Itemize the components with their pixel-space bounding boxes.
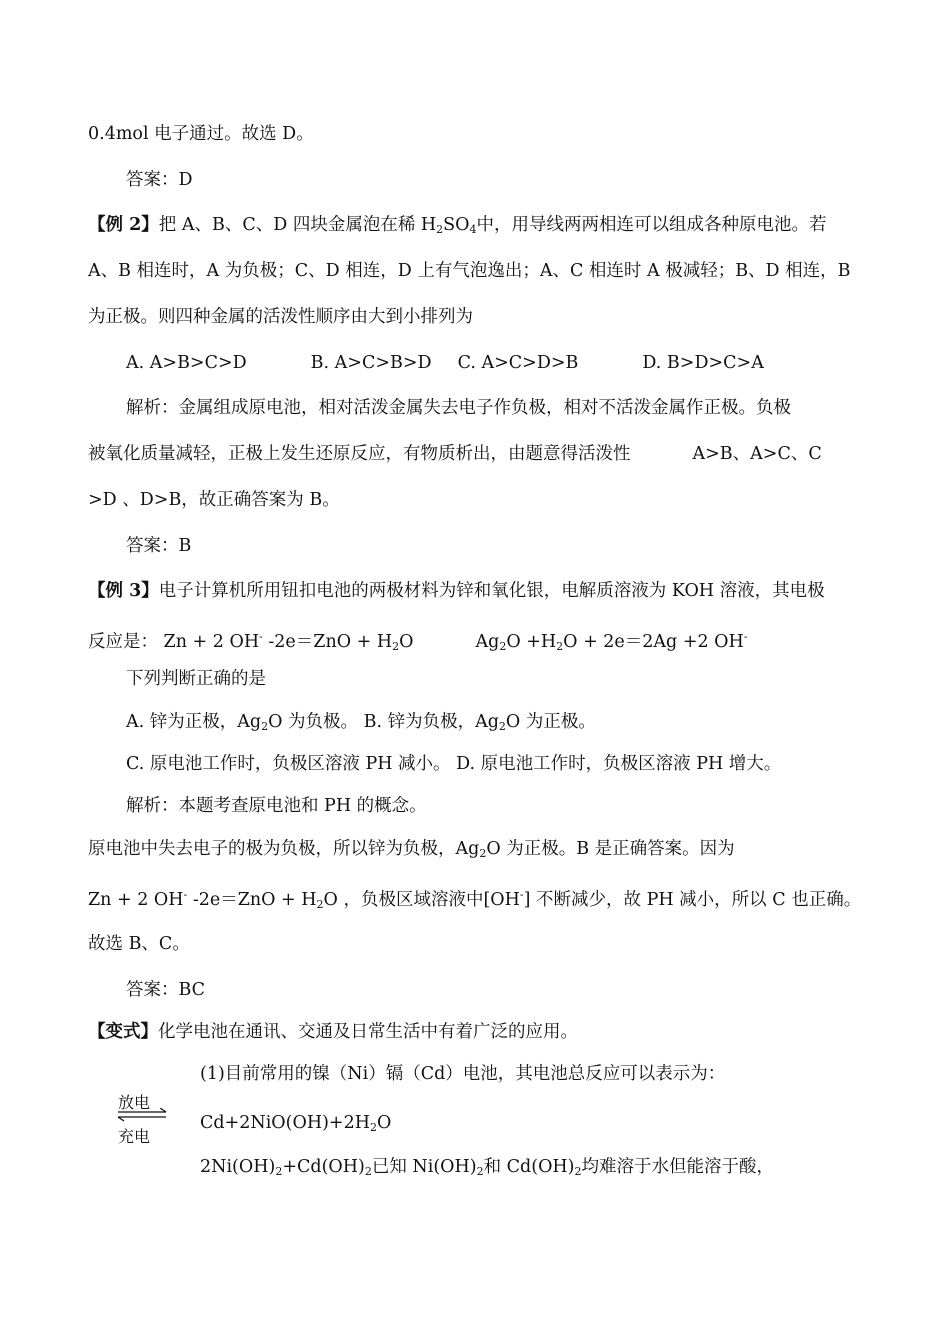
- text-line: [88, 442, 822, 466]
- text-span: SO: [443, 215, 470, 235]
- example-label: 【例 2】: [88, 215, 159, 235]
- text-line: [126, 667, 266, 691]
- text-line: [200, 1062, 725, 1086]
- text-span: A、B 相连时，A 为负极；C、D 相连，D 上有气泡逸出；A、C 相连时 A 极减轻；B、D 相连，B: [88, 261, 851, 281]
- text-span: O ，负极区域溶液中[OH: [323, 890, 520, 910]
- analysis-line: [126, 396, 791, 420]
- example-label: 【例 3】: [88, 581, 159, 601]
- variant-label: 【变式】: [88, 1022, 158, 1042]
- text-span: 和 Cd(OH): [483, 1157, 575, 1177]
- text-span: 被氧化质量减轻，正极上发生还原反应，有物质析出，由题意得活泼性: [88, 444, 631, 464]
- text-span: 解析：本题考查原电池和 PH 的概念。: [126, 796, 427, 816]
- text-span: (1)目前常用的镍（Ni）镉（Cd）电池，其电池总反应可以表示为：: [200, 1064, 726, 1084]
- text-span: A. 锌为正极，Ag: [126, 712, 262, 732]
- text-line: [88, 488, 340, 512]
- text-span: 答案：BC: [126, 980, 206, 1000]
- text-span: Zn + 2 OH: [88, 890, 184, 910]
- option-d: D. B>D>C>A: [642, 353, 764, 373]
- answer-line: [126, 534, 191, 558]
- text-span: 2Ni(OH): [200, 1157, 276, 1177]
- reversible-arrow: [116, 1090, 176, 1150]
- text-span: Cd+2NiO(OH)+2H: [200, 1113, 370, 1133]
- variant-line: [88, 1020, 578, 1044]
- subscript: 2: [436, 223, 444, 236]
- text-line: [88, 259, 851, 283]
- options-line: [126, 351, 764, 375]
- text-span: O 为正极。: [505, 712, 596, 732]
- text-span: >D 、D>B，故正确答案为 B。: [88, 490, 340, 510]
- text-span: O 为正极。B 是正确答案。因为: [486, 839, 735, 859]
- subscript: 2: [556, 640, 564, 653]
- equation-line: [88, 625, 748, 659]
- text-span: 下列判断正确的是: [126, 669, 266, 689]
- text-span: [88, 837, 735, 866]
- text-span: 反应是： Zn + 2 OH: [88, 632, 260, 652]
- options-line: [126, 752, 781, 776]
- example-2-line: [88, 213, 827, 242]
- option-c: C. A>C>D>B: [457, 353, 579, 373]
- subscript: 2: [261, 720, 269, 733]
- equation-line: [200, 1111, 391, 1140]
- superscript: -: [259, 630, 263, 643]
- text-span: 原电池中失去电子的极为负极，所以锌为负极，Ag: [88, 839, 480, 859]
- equation-line: [200, 1155, 774, 1184]
- options-line: [126, 710, 596, 739]
- text-span: 解析：金属组成原电池，相对活泼金属失去电子作负极，相对不活泼金属作正极。负极: [126, 398, 791, 418]
- double-arrow-icon: [116, 1108, 176, 1122]
- subscript: 2: [476, 1165, 484, 1178]
- text-span: 化学电池在通讯、交通及日常生活中有着广泛的应用。: [158, 1022, 578, 1042]
- subscript: 2: [364, 1165, 372, 1178]
- superscript: -: [519, 888, 524, 901]
- answer-line: [126, 168, 193, 192]
- subscript: 4: [469, 223, 477, 236]
- text-span: 已知 Ni(OH): [371, 1157, 477, 1177]
- subscript: 2: [574, 1165, 582, 1178]
- text-span: 0.4mol 电子通过。故选 D。: [88, 124, 314, 144]
- text-span: 答案：D: [126, 170, 193, 190]
- text-span: 为正极。则四种金属的活泼性顺序由大到小排列为: [88, 307, 473, 327]
- text-span: O: [376, 1113, 392, 1133]
- text-span: 答案：B: [126, 536, 192, 556]
- answer-line: [126, 978, 205, 1002]
- text-line: [88, 837, 873, 866]
- text-span: +Cd(OH): [282, 1157, 365, 1177]
- superscript: -: [743, 630, 748, 643]
- text-line: [88, 932, 190, 956]
- subscript: 2: [275, 1165, 283, 1178]
- text-span: O: [399, 632, 414, 652]
- text-span: O 为负极。 B. 锌为负极，Ag: [268, 712, 499, 732]
- equation-line: [88, 883, 861, 917]
- text-span: ] 不断减少，故 PH 减小，所以 C 也正确。: [523, 890, 862, 910]
- text-span: 故选 B、C。: [88, 934, 190, 954]
- arrow-bottom-label: 充电: [118, 1127, 151, 1146]
- text-span: 均难溶于水但能溶于酸，: [581, 1157, 775, 1177]
- text-span: O +H: [506, 632, 557, 652]
- text-line: [88, 305, 473, 329]
- text-span: C. 原电池工作时，负极区溶液 PH 减小。 D. 原电池工作时，负极区溶液 PH 增大。: [126, 754, 782, 774]
- example-3-line: [88, 579, 825, 603]
- text-line: [88, 122, 314, 146]
- superscript: -: [183, 888, 188, 901]
- subscript: 2: [369, 1121, 377, 1134]
- text-span: -2e＝ZnO + H: [262, 632, 393, 652]
- subscript: 2: [499, 640, 507, 653]
- option-b: B. A>C>B>D: [310, 353, 432, 373]
- text-span: -2e＝ZnO + H: [187, 890, 317, 910]
- option-a: A. A>B>C>D: [126, 353, 247, 373]
- arrow-top-label: 放电: [118, 1093, 151, 1112]
- text-span: 把 A、B、C、D 四块金属泡在稀 H: [158, 215, 437, 235]
- subscript: 2: [479, 847, 487, 860]
- text-span: O + 2e＝2Ag +2 OH: [563, 632, 744, 652]
- subscript: 2: [392, 640, 400, 653]
- subscript: 2: [498, 720, 506, 733]
- text-span: 中，用导线两两相连可以组成各种原电池。若: [476, 215, 827, 235]
- text-span: A>B、A>C、C: [692, 444, 822, 464]
- subscript: 2: [316, 898, 324, 911]
- text-span: 电子计算机所用钮扣电池的两极材料为锌和氧化银，电解质溶液为 KOH 溶液，其电极: [158, 581, 825, 601]
- analysis-line: [126, 794, 427, 818]
- text-span: Ag: [475, 632, 500, 652]
